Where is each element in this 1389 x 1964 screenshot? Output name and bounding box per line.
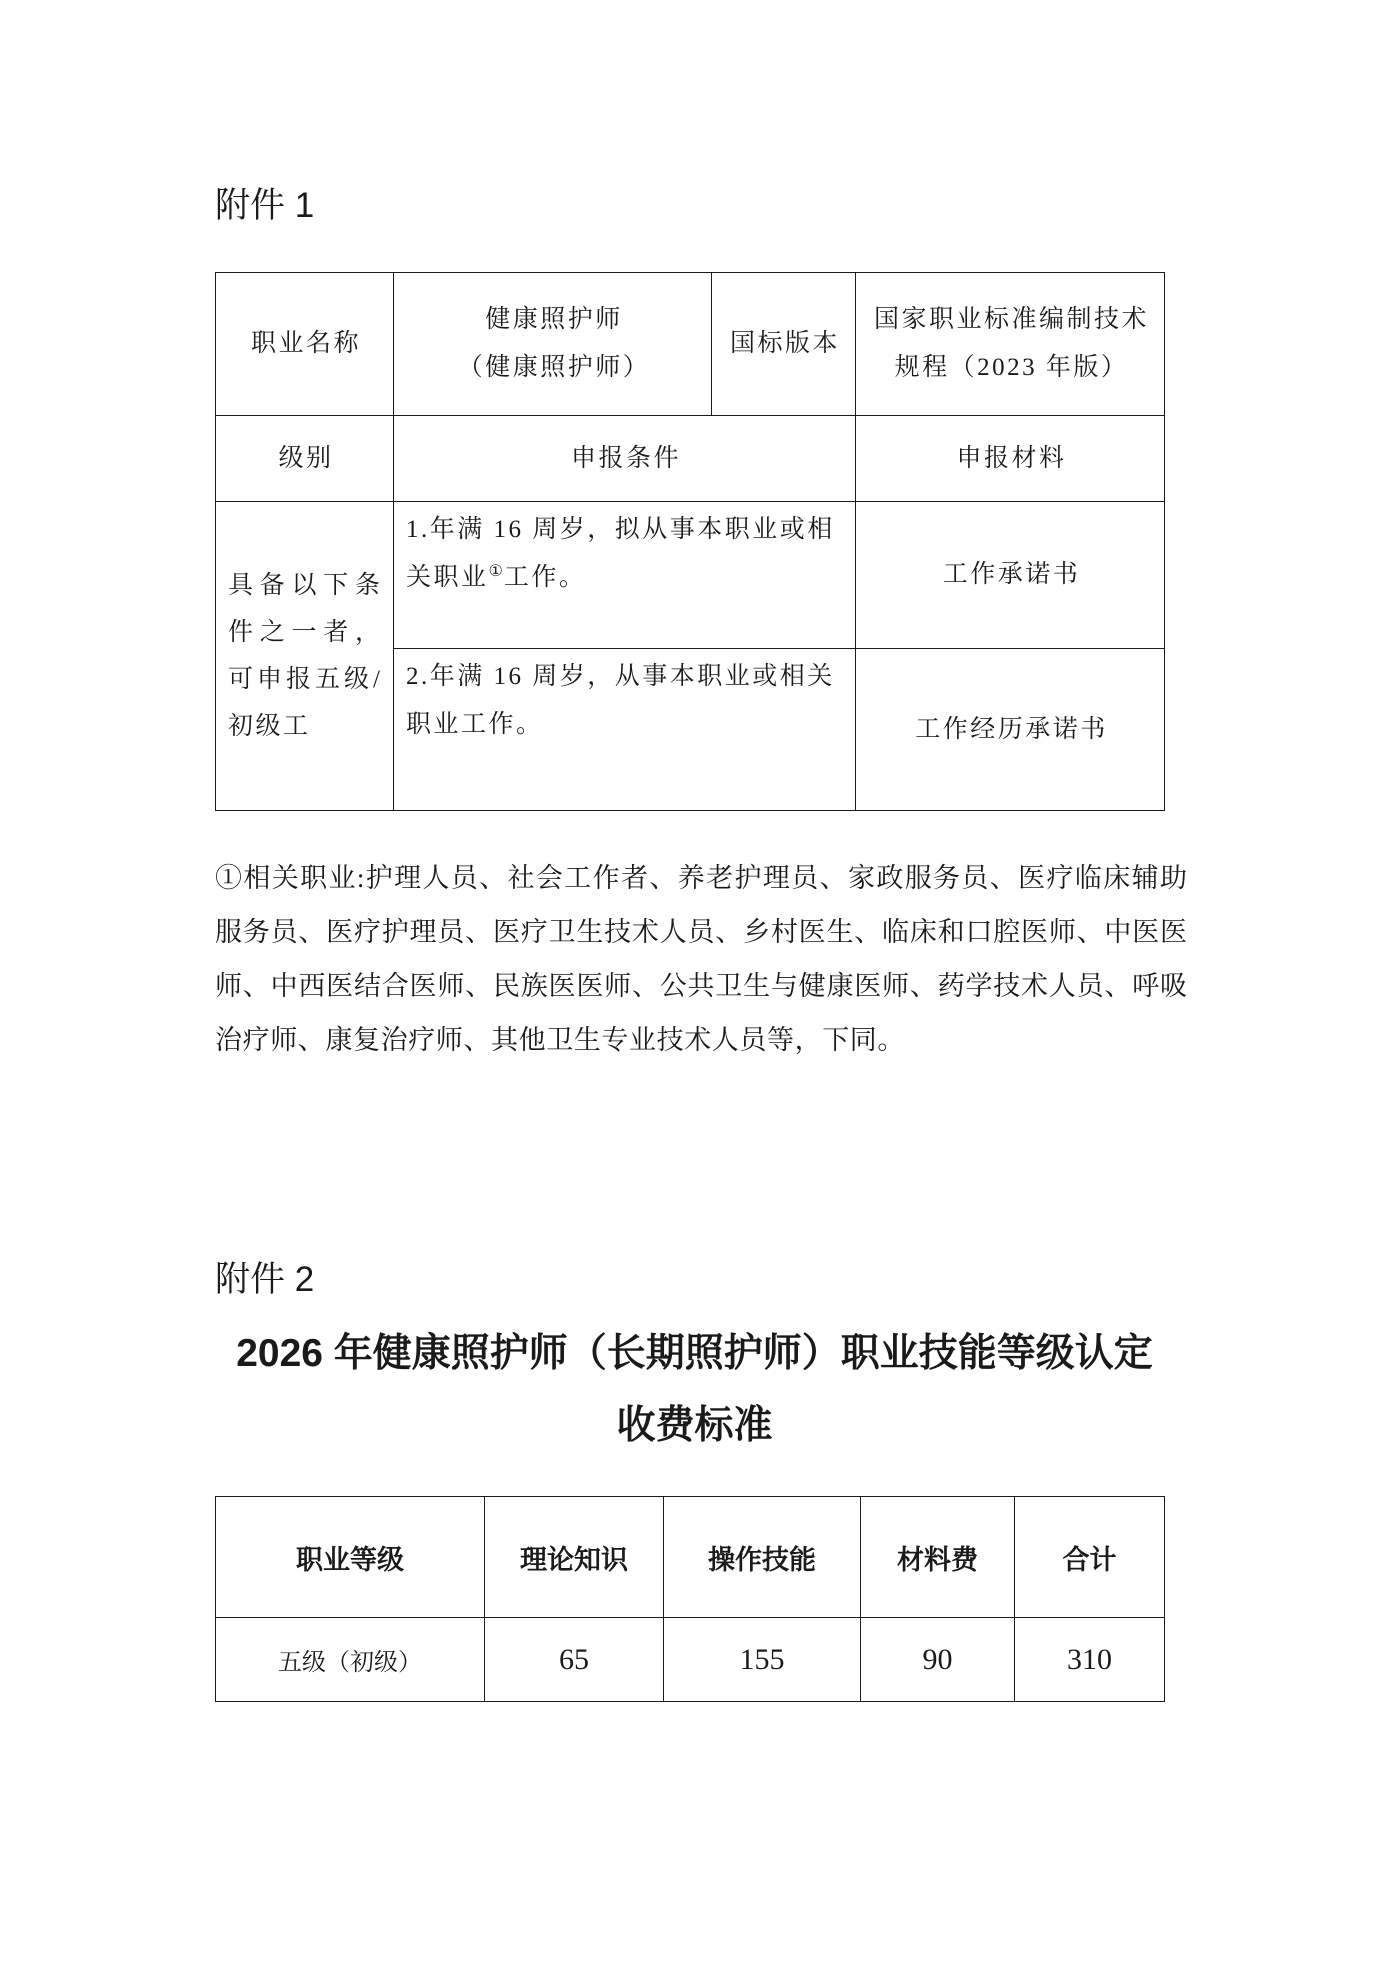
- materials-header: 申报材料: [856, 416, 1165, 502]
- condition-2-line: 2.年满 16 周岁，从事本职业或相关: [406, 663, 835, 690]
- standard-version-label: 国标版本: [712, 273, 856, 416]
- footnote-line: 服务员、医疗护理员、医疗卫生技术人员、乡村医生、临床和口腔医师、中医医: [215, 917, 1187, 947]
- footnote-line: 治疗师、康复治疗师、其他卫生专业技术人员等，下同。: [215, 1025, 905, 1055]
- column-header-level: 职业等级: [216, 1497, 485, 1618]
- table-row: [216, 1618, 1165, 1702]
- attachment-2-heading: 附件 2: [215, 1260, 315, 1299]
- condition-1-material: 工作承诺书: [856, 502, 1165, 649]
- column-header-theory: 理论知识: [485, 1497, 664, 1618]
- attachment-1-heading: 附件 1: [215, 186, 315, 225]
- condition-2-line: 职业工作。: [406, 711, 544, 738]
- cell-materials-fee: 90: [861, 1618, 1015, 1702]
- condition-1: [394, 502, 856, 649]
- standard-version-line: 国家职业标准编制技术: [873, 306, 1149, 333]
- footnote-line: 师、中西医结合医师、民族医医师、公共卫生与健康医师、药学技术人员、呼吸: [215, 971, 1187, 1001]
- conditions-header: 申报条件: [394, 416, 856, 502]
- occupation-name-line: （健康照护师）: [457, 354, 651, 381]
- standard-version-value: [856, 273, 1165, 416]
- cell-theory-fee: 65: [485, 1618, 664, 1702]
- standard-version-line: 规程（2023 年版）: [894, 354, 1129, 381]
- cell-level: 五级（初级）: [216, 1618, 485, 1702]
- condition-1-line: [406, 554, 847, 605]
- occupation-requirements-table: [215, 272, 1165, 811]
- related-occupations-footnote: [215, 851, 1187, 1067]
- occupation-name-line: 健康照护师: [485, 306, 623, 333]
- level-header: 级别: [216, 416, 394, 502]
- column-header-practical: 操作技能: [664, 1497, 861, 1618]
- level-description-line: 可申报五级/: [228, 666, 380, 693]
- table-header-row: [216, 416, 1165, 502]
- occupation-row: [216, 273, 1165, 416]
- column-header-total: 合计: [1015, 1497, 1165, 1618]
- condition-1-text: 工作。: [503, 564, 587, 591]
- column-header-materials: 材料费: [861, 1497, 1015, 1618]
- occupation-name-value: [394, 273, 712, 416]
- level-description: [216, 502, 394, 811]
- cell-total-fee: 310: [1015, 1618, 1165, 1702]
- title-line: 收费标准: [616, 1404, 773, 1447]
- condition-1-line: 1.年满 16 周岁，拟从事本职业或相: [406, 516, 835, 543]
- fee-standard-title: [0, 1318, 1389, 1462]
- condition-1-text: 关职业: [406, 564, 489, 591]
- level-description-line: 初级工: [228, 713, 311, 740]
- footnote-marker: ①: [488, 563, 504, 580]
- fee-table-header-row: [216, 1497, 1165, 1618]
- footnote-line: ①相关职业:护理人员、社会工作者、养老护理员、家政服务员、医疗临床辅助: [215, 863, 1187, 893]
- fee-table: [215, 1496, 1165, 1702]
- condition-2-material: 工作经历承诺书: [856, 649, 1165, 811]
- title-line: 2026 年健康照护师（长期照护师）职业技能等级认定: [236, 1332, 1153, 1375]
- condition-2: [394, 649, 856, 811]
- cell-practical-fee: 155: [664, 1618, 861, 1702]
- level-description-line: 具备以下条: [228, 572, 380, 599]
- occupation-name-label: 职业名称: [216, 273, 394, 416]
- condition-row-1: [216, 502, 1165, 649]
- level-description-line: 件之一者，: [228, 619, 380, 646]
